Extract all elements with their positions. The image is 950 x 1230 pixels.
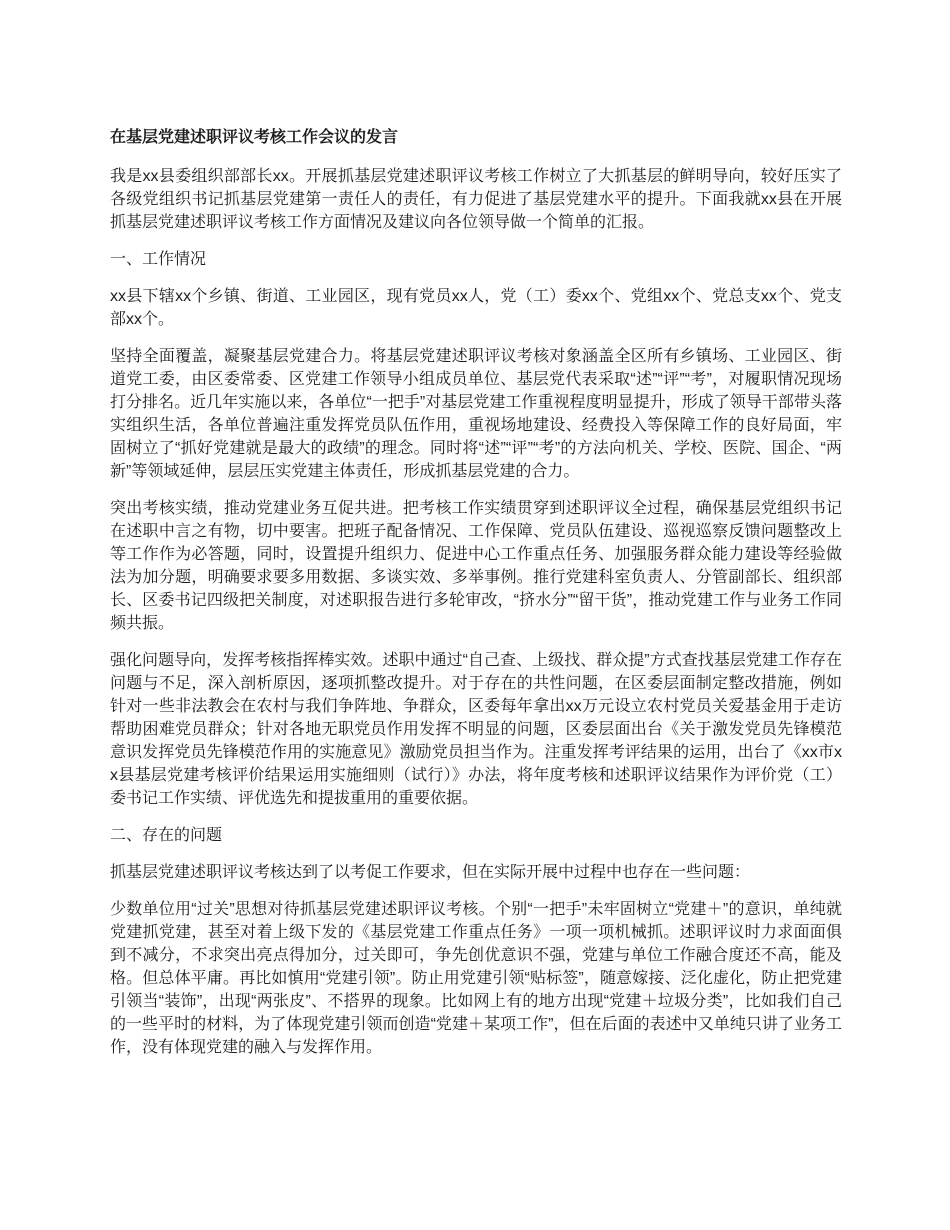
paragraph-full-coverage: 坚持全面覆盖，凝聚基层党建合力。将基层党建述职评议考核对象涵盖全区所有乡镇场、工业园区、街道党工委，由区委常委、区党建工作领导小组成员单位、基层党代表采取“述”“评”“考”，对履职情况现场打分排名。近几年实施以来，各单位“一把手”对基层党建工作重视程度明显提升，形成了领导干部带头落实组织生活，各单位普遍注重发挥党员队伍作用，重视场地建设、经费投入等保障工作的良好局面，牢固树立了“抓好党建就是最大的政绩”的理念。同时将“述”“评”“考”的方法向机关、学校、医院、国企、“两新”等领域延伸，层层压实党建主体责任，形成抓基层党建的合力。 bbox=[110, 348, 842, 480]
section-heading-existing-problems: 二、存在的问题 bbox=[110, 827, 223, 844]
paragraph-overview: xx县下辖xx个乡镇、街道、工业园区，现有党员xx人，党（工）委xx个、党组xx个、党总支xx个、党支部xx个。 bbox=[110, 288, 842, 328]
paragraph-problems-detail: 少数单位用“过关”思想对待抓基层党建述职评议考核。个别“一把手”未牢固树立“党建＋”的意识，单纯就党建抓党建，甚至对着上级下发的《基层党建工作重点任务》一项一项机械抓。述职评议时力求面面俱到不减分，不求突出亮点得加分，过关即可，争先创优意识不强，党建与单位工作融合度还不高，能及格。但总体平庸。再比如慎用“党建引领”。防止用党建引领“贴标签”，随意嫁接、泛化虚化，防止把党建引领当“装饰”，出现“两张皮”、不搭界的现象。比如网上有的地方出现“党建＋垃圾分类”，比如我们自己的一些平时的材料，为了体现党建引领而创造“党建＋某项工作”，但在后面的表述中又单纯只讲了业务工作，没有体现党建的融入与发挥作用。 bbox=[110, 901, 842, 1056]
document-title: 在基层党建述职评议考核工作会议的发言 bbox=[110, 129, 399, 146]
section-heading-work-situation: 一、工作情况 bbox=[110, 251, 207, 268]
paragraph-assessment-results: 突出考核实绩，推动党建业务互促共进。把考核工作实绩贯穿到述职评议全过程，确保基层党组织书记在述职中言之有物，切中要害。把班子配备情况、工作保障、党员队伍建设、巡视巡察反馈问题整改上等工作作为必答题，同时，设置提升组织力、促进中心工作重点任务、加强服务群众能力建设等经验做法为加分题，明确要求要多用数据、多谈实效、多举事例。推行党建科室负责人、分管副部长、组织部长、区委书记四级把关制度，对述职报告进行多轮审改，“挤水分”“留干货”，推动党建工作与业务工作同频共振。 bbox=[110, 500, 842, 632]
paragraph-intro: 我是xx县委组织部部长xx。开展抓基层党建述职评议考核工作树立了大抓基层的鲜明导向，较好压实了各级党组织书记抓基层党建第一责任人的责任，有力促进了基层党建水平的提升。下面我就xx县在开展抓基层党建述职评议考核工作方面情况及建议向各位领导做一个简单的汇报。 bbox=[110, 168, 842, 231]
paragraph-problem-orientation: 强化问题导向，发挥考核指挥棒实效。述职中通过“自己查、上级找、群众提”方式查找基层党建工作存在问题与不足，深入剖析原因，逐项抓整改提升。对于存在的共性问题，在区委层面制定整改措施，例如针对一些非法教会在农村与我们争阵地、争群众，区委每年拿出xx万元设立农村党员关爱基金用于走访帮助困难党员群众；针对各地无职党员作用发挥不明显的问题，区委层面出台《关于激发党员先锋模范意识发挥党员先锋模范作用的实施意见》激励党员担当作为。注重发挥考评结果的运用，出台了《xx市xx县基层党建考核评价结果运用实施细则（试行）》办法，将年度考核和述职评议结果作为评价党（工）委书记工作实绩、评优选先和提拔重用的重要依据。 bbox=[110, 652, 842, 807]
paragraph-problems-intro: 抓基层党建述职评议考核达到了以考促工作要求，但在实际开展中过程中也存在一些问题： bbox=[110, 864, 751, 881]
